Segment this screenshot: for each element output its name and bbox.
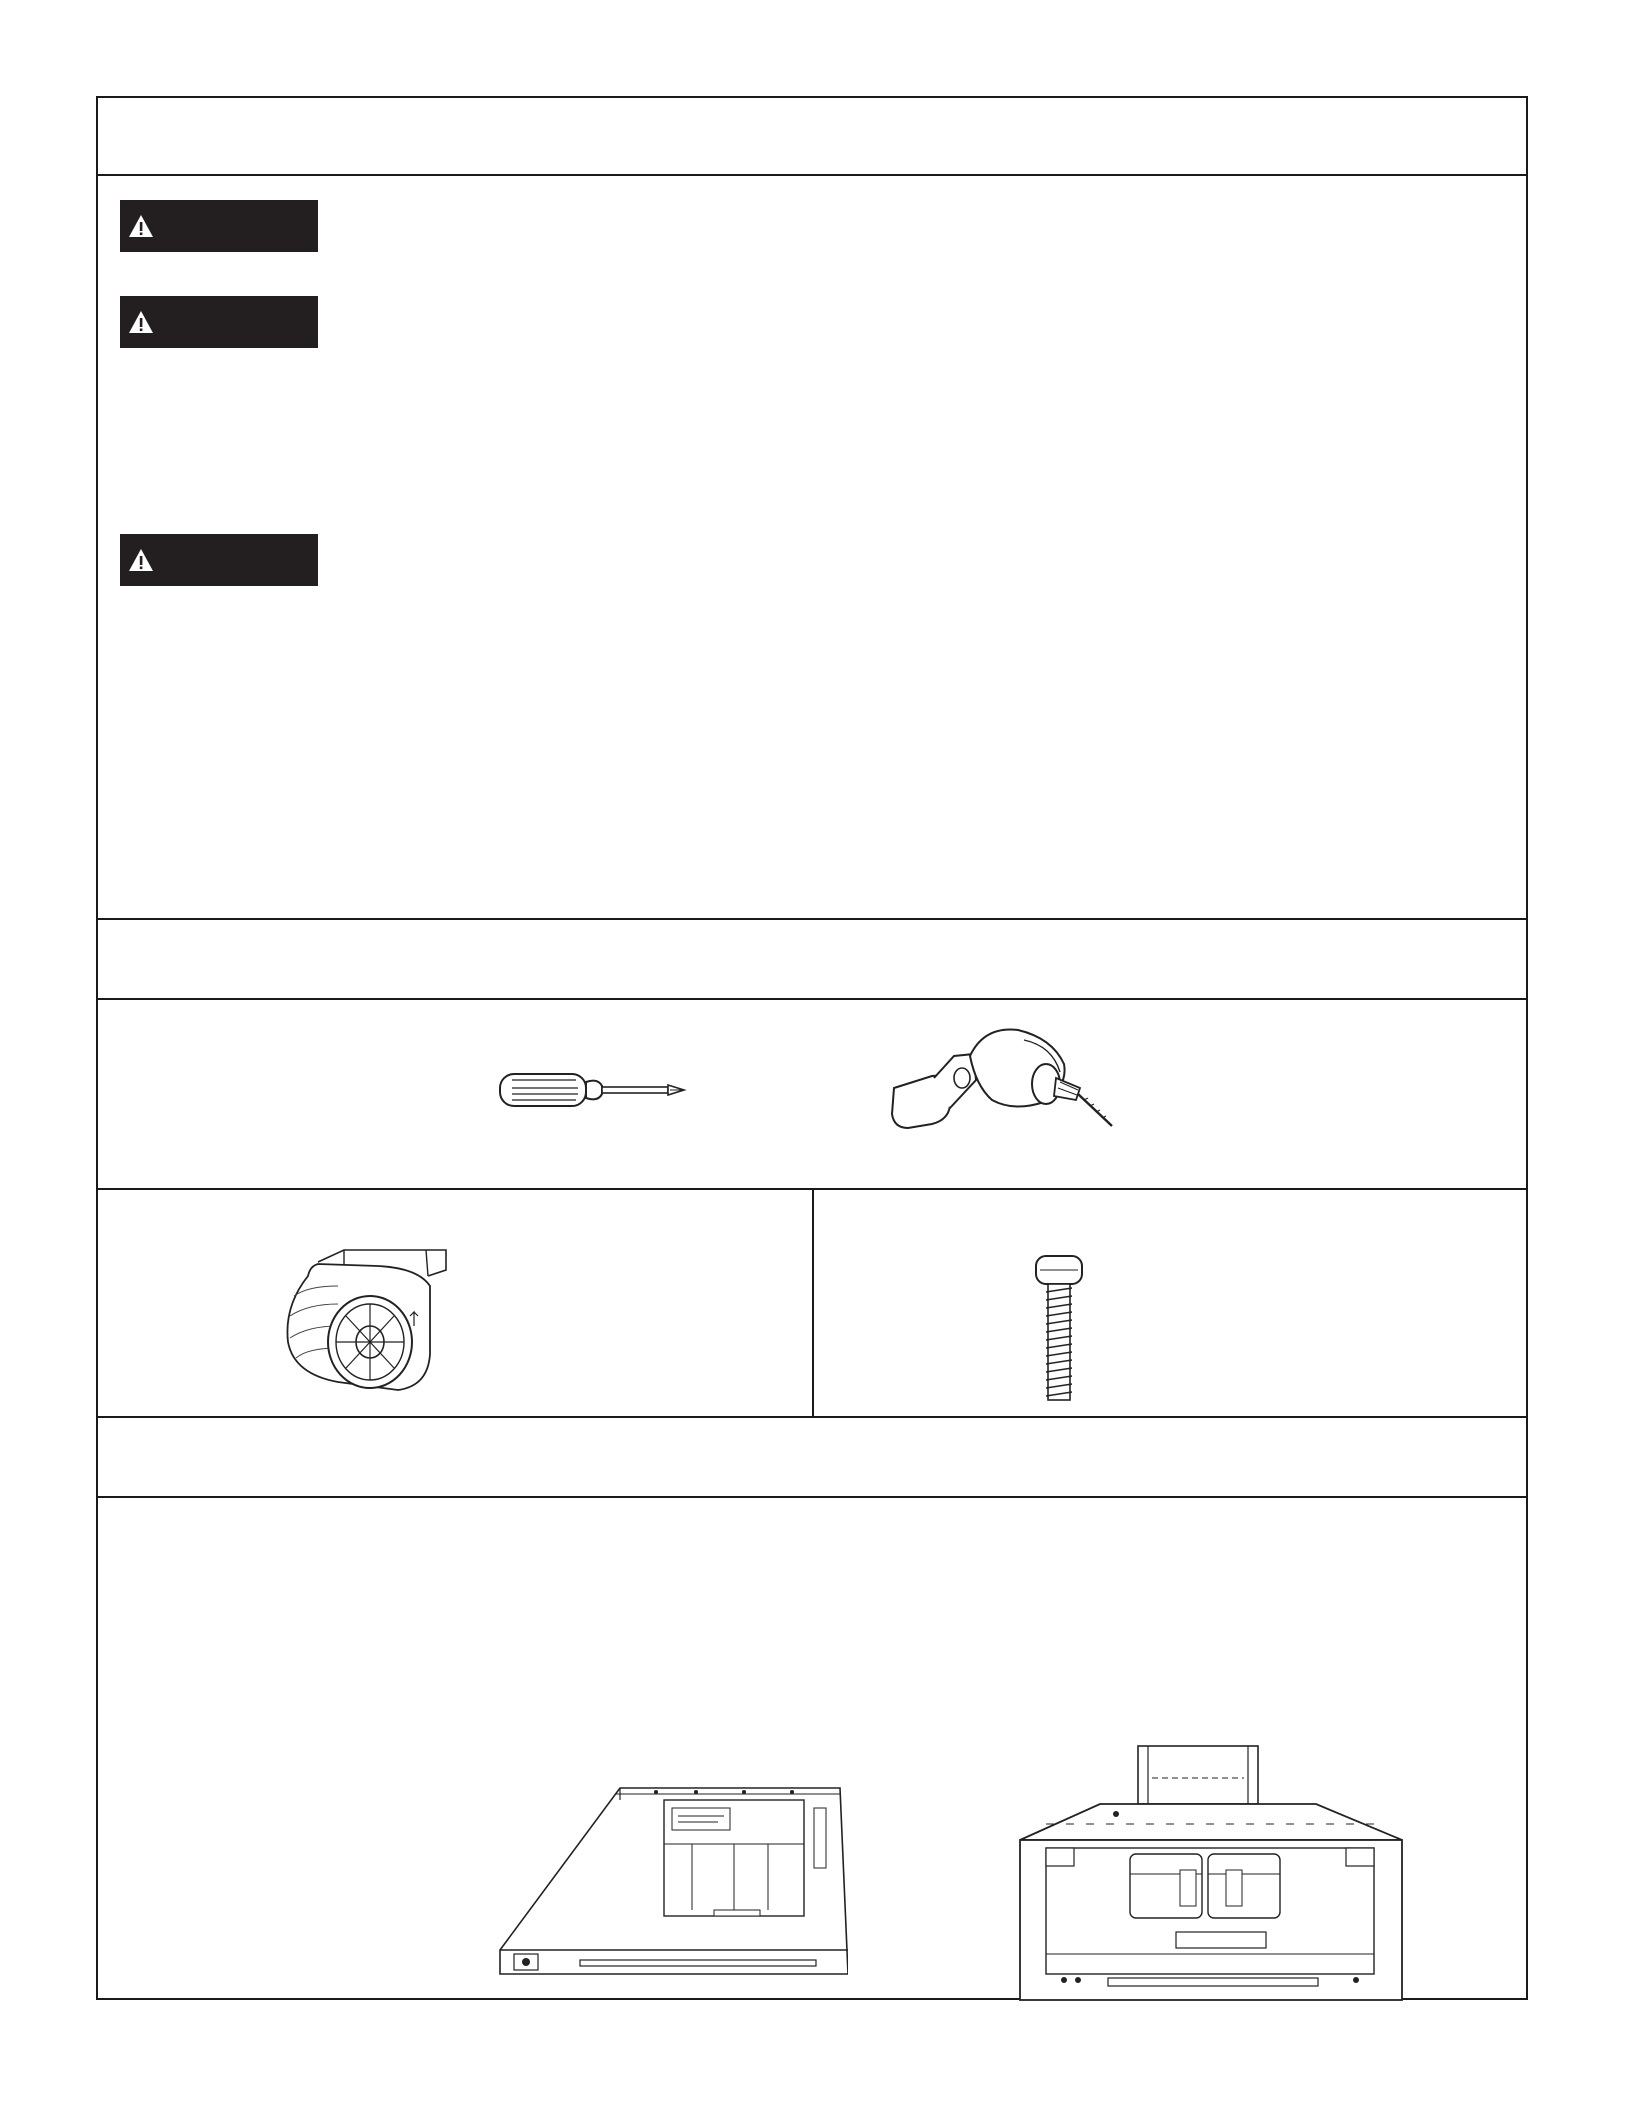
power-drill-icon [884,1016,1120,1146]
warning-triangle-icon [128,214,154,238]
warning-triangle-icon [128,310,154,334]
tools-header-divider [98,998,1526,1000]
warning-label [120,534,318,586]
range-hood-front-view [1016,1744,1406,2006]
warning-triangle-icon [128,548,154,572]
figures-header-divider [98,1496,1526,1498]
safety-section-divider [98,918,1526,920]
range-hood-side-view [496,1778,848,1980]
warning-label [120,200,318,252]
screw-icon [1032,1254,1086,1404]
header-divider [98,174,1526,176]
warning-label [120,296,318,348]
phillips-screwdriver-icon [498,1064,694,1116]
parts-section-divider [98,1416,1526,1418]
blower-motor-icon [278,1246,448,1396]
page-frame [96,96,1528,2000]
parts-column-divider [812,1188,814,1416]
